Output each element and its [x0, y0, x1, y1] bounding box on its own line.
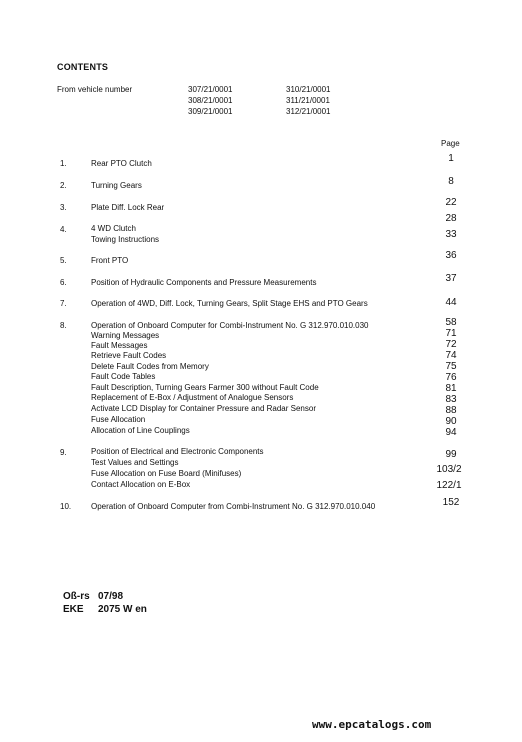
toc-entry: Contact Allocation on E-Box — [91, 480, 191, 489]
section-number: 5. — [60, 256, 67, 265]
page-number: 152 — [442, 497, 460, 508]
page-number: 103/2 — [436, 464, 462, 475]
section-number: 2. — [60, 181, 67, 190]
vehicle-number-1: 307/21/0001 — [188, 85, 233, 94]
page-number: 71 — [445, 328, 457, 339]
vehicle-number-label: From vehicle number — [57, 85, 133, 94]
section-number: 1. — [60, 159, 67, 168]
page-number: 75 — [445, 361, 457, 372]
page-number: 8 — [448, 176, 454, 187]
toc-entry: Delete Fault Codes from Memory — [91, 362, 209, 371]
toc-entry: Operation of Onboard Computer from Combi-Instrument No. G 312.970.010.040 — [91, 502, 376, 511]
section-number: 10. — [60, 502, 72, 511]
toc-entry: Plate Diff. Lock Rear — [91, 203, 165, 212]
toc-entry: Replacement of E-Box / Adjustment of Analogue Sensors — [91, 393, 294, 402]
toc-entry: Position of Hydraulic Components and Pressure Measurements — [91, 278, 317, 287]
vehicle-number-2: 308/21/0001 — [188, 96, 233, 105]
page-number: 1 — [448, 153, 454, 164]
toc-entry: Front PTO — [91, 256, 129, 265]
toc-entry: Fault Code Tables — [91, 372, 156, 381]
page-number: 90 — [445, 416, 457, 427]
toc-entry: Towing Instructions — [91, 235, 160, 244]
page-number: 74 — [445, 350, 457, 361]
toc-entry: Activate LCD Display for Container Pressure and Radar Sensor — [91, 404, 316, 413]
page-number: 37 — [445, 273, 457, 284]
toc-entry: Fuse Allocation — [91, 415, 146, 424]
page-number: 76 — [445, 372, 457, 383]
page-column-header: Page — [441, 139, 460, 148]
watermark-url[interactable]: www.epcatalogs.com — [312, 718, 432, 731]
toc-entry: 4 WD Clutch — [91, 224, 136, 233]
toc-entry: Rear PTO Clutch — [91, 159, 152, 168]
footer-date: 07/98 — [98, 591, 124, 602]
section-number: 6. — [60, 278, 67, 287]
vehicle-number-5: 311/21/0001 — [286, 96, 330, 105]
toc-entry: Test Values and Settings — [91, 458, 179, 467]
page-number: 58 — [445, 317, 457, 328]
page-number: 22 — [445, 197, 457, 208]
page-number: 28 — [445, 213, 457, 224]
toc-entry: Warning Messages — [91, 331, 160, 340]
toc-entry: Operation of 4WD, Diff. Lock, Turning Gears, Split Stage EHS and PTO Gears — [91, 299, 368, 308]
section-number: 9. — [60, 448, 67, 457]
page-number: 81 — [445, 383, 457, 394]
vehicle-number-6: 312/21/0001 — [286, 107, 331, 116]
toc-entry: Retrieve Fault Codes — [91, 351, 167, 360]
footer-document-number: 2075 W en — [98, 604, 147, 615]
contents-heading: CONTENTS — [57, 62, 109, 72]
toc-entry: Operation of Onboard Computer for Combi-Instrument No. G 312.970.010.030 — [91, 321, 369, 330]
toc-entry: Allocation of Line Couplings — [91, 426, 190, 435]
toc-entry: Fuse Allocation on Fuse Board (Minifuses) — [91, 469, 242, 478]
page-number: 33 — [445, 229, 457, 240]
section-number: 8. — [60, 321, 67, 330]
page-number: 44 — [445, 297, 457, 308]
page-number: 94 — [445, 427, 457, 438]
section-number: 4. — [60, 225, 67, 234]
section-number: 3. — [60, 203, 67, 212]
page-number: 83 — [445, 394, 457, 405]
section-number: 7. — [60, 299, 67, 308]
page-number: 36 — [445, 250, 457, 261]
toc-entry: Turning Gears — [91, 181, 142, 190]
page-number: 72 — [445, 339, 457, 350]
toc-entry: Fault Messages — [91, 341, 148, 350]
toc-entry: Fault Description, Turning Gears Farmer 300 without Fault Code — [91, 383, 319, 392]
footer-code-2: EKE — [63, 604, 84, 615]
page-number: 99 — [445, 449, 457, 460]
page-number: 88 — [445, 405, 457, 416]
vehicle-number-4: 310/21/0001 — [286, 85, 331, 94]
page-number: 122/1 — [436, 480, 462, 491]
footer-code-1: Oß-rs — [63, 591, 90, 602]
vehicle-number-3: 309/21/0001 — [188, 107, 233, 116]
toc-entry: Position of Electrical and Electronic Components — [91, 447, 264, 456]
